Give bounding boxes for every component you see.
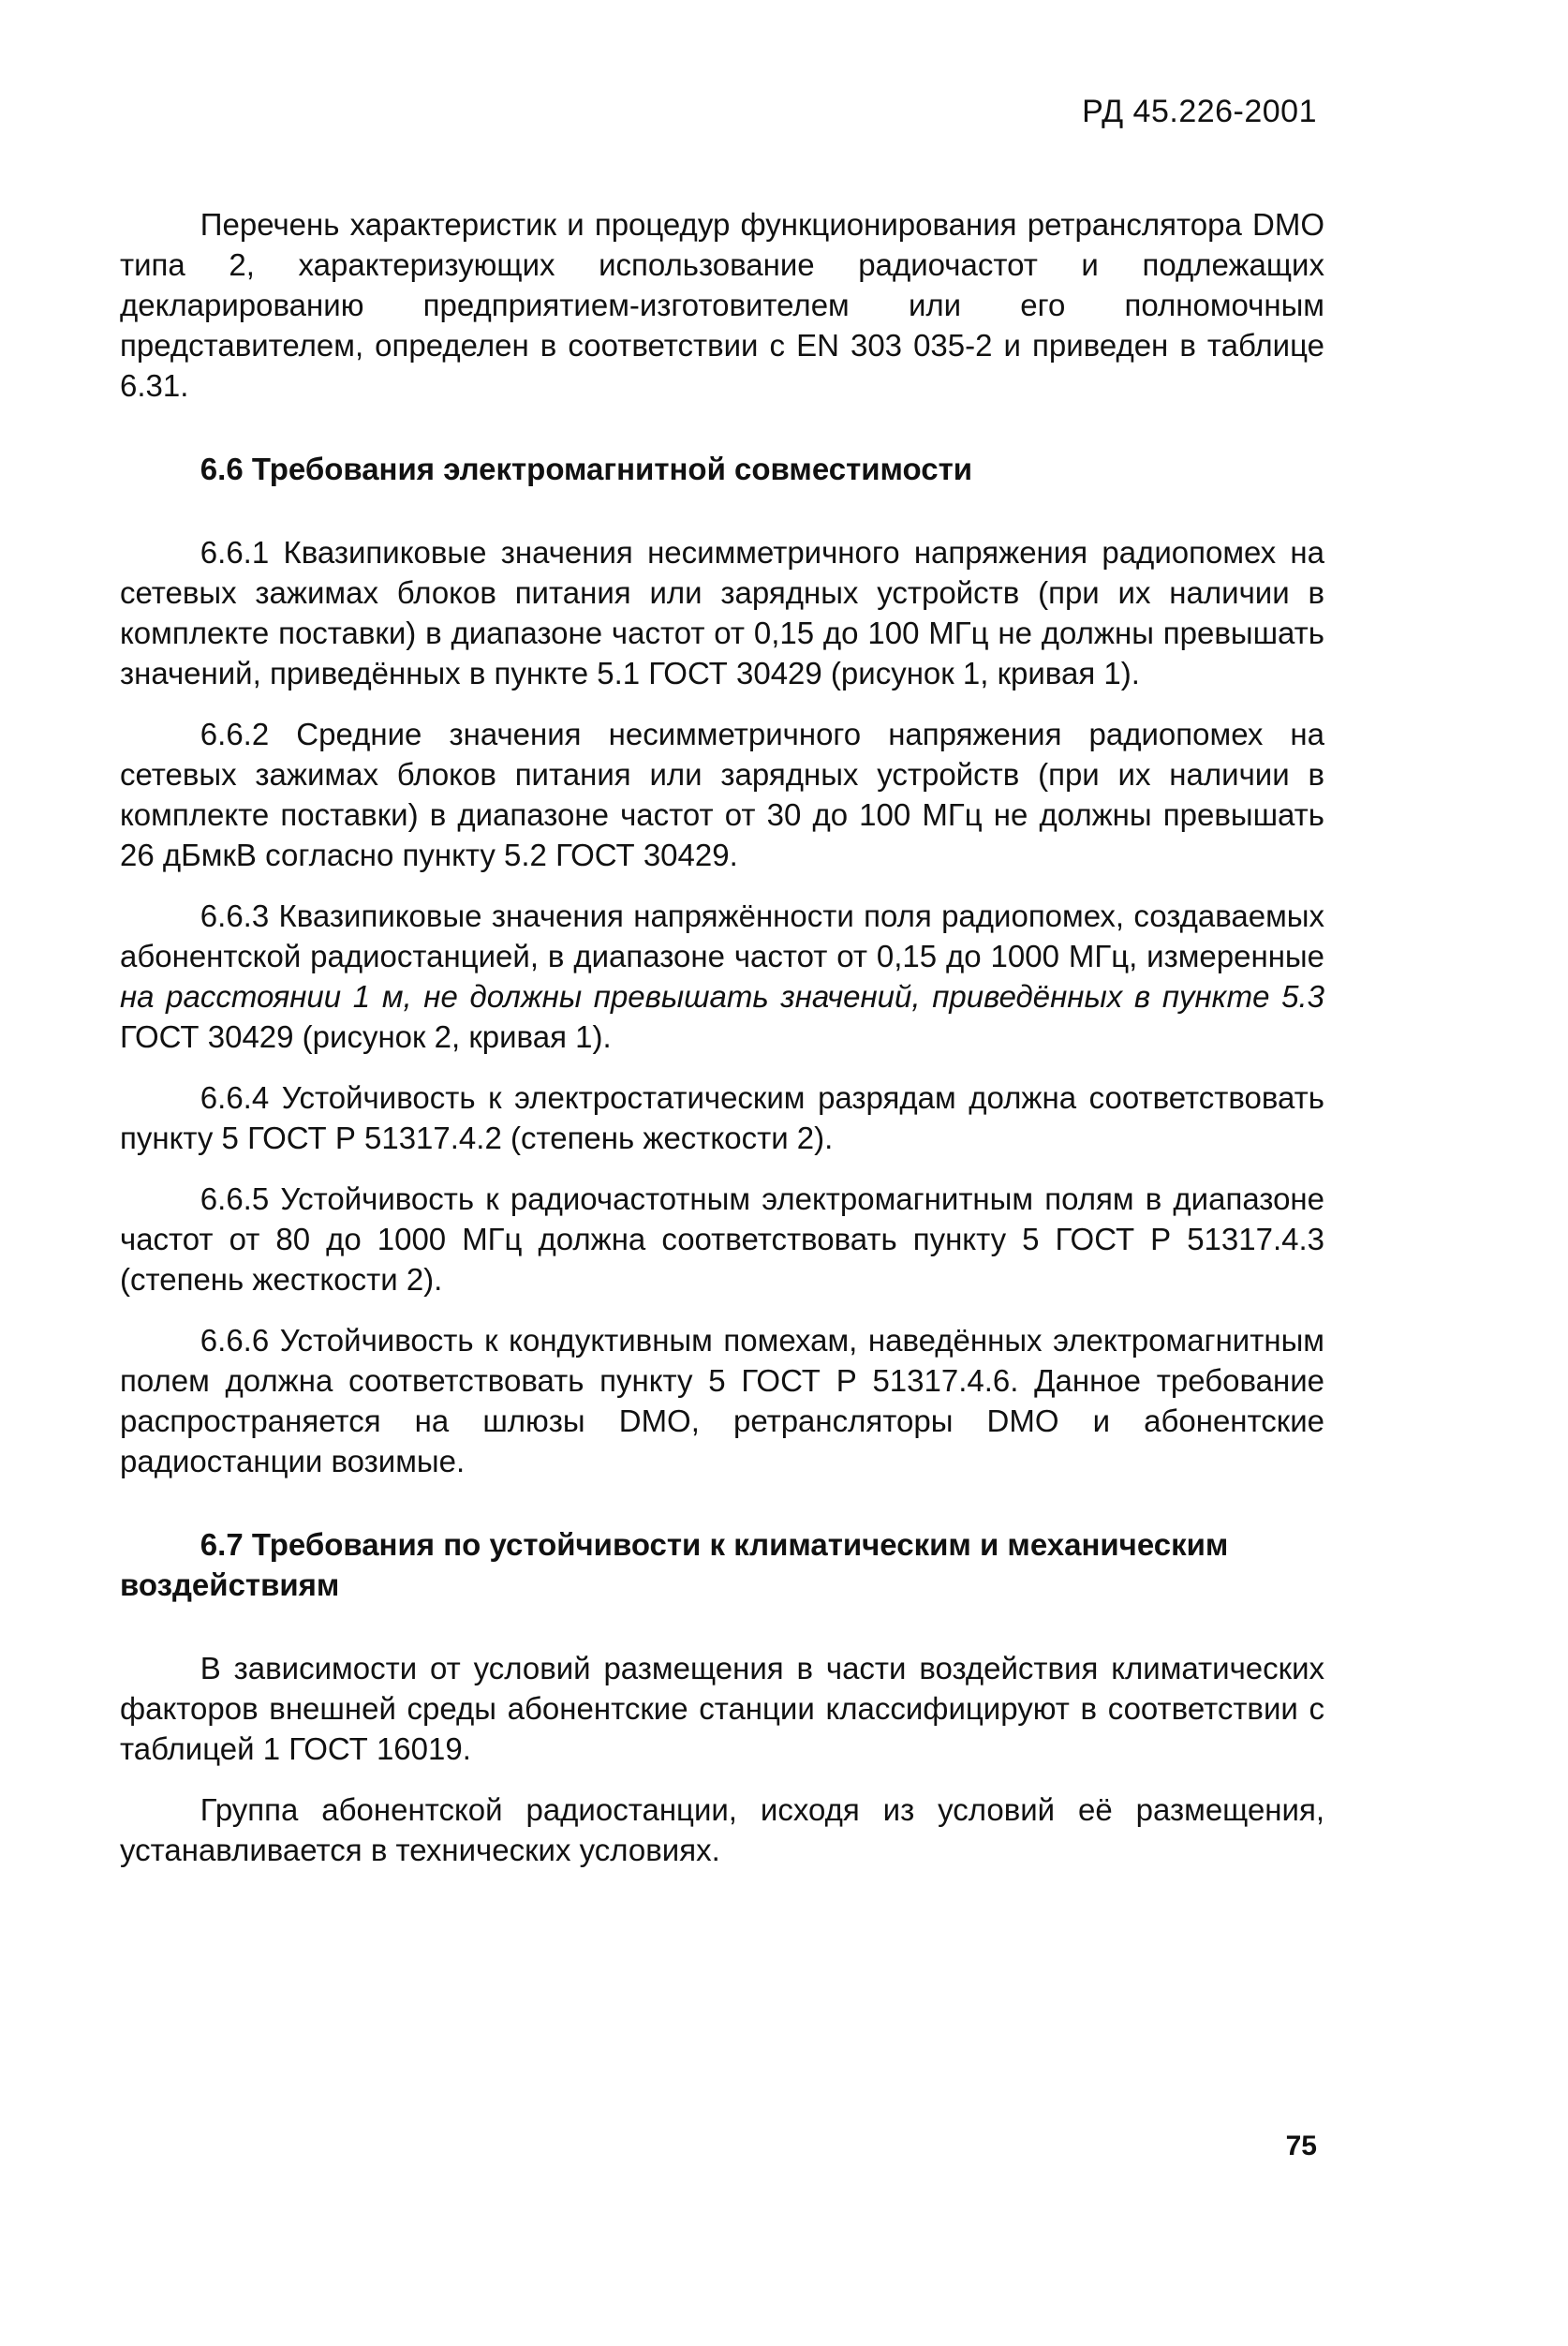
document-id: РД 45.226-2001 [1082, 94, 1317, 129]
paragraph-6-6-5: 6.6.5 Устойчивость к радиочастотным электромагнитным полям в диапазоне частот от 80 до 1000 МГц должна соответствовать пункту 5 ГОСТ Р 51317.4.3 (степень жесткости 2). [120, 1181, 1324, 1297]
paragraph-6-7-climate: В зависимости от условий размещения в части воздействия климатических факторов внешней среды абонентские станции классифицируют в соответствии с таблицей 1 ГОСТ 16019. [120, 1651, 1324, 1766]
document-body [120, 204, 1324, 1870]
section-6-6-heading: 6.6 Требования электромагнитной совместимости [200, 452, 973, 486]
paragraph-6-6-4: 6.6.4 Устойчивость к электростатическим разрядам должна соответствовать пункту 5 ГОСТ Р 51317.4.2 (степень жесткости 2). [120, 1080, 1324, 1155]
paragraph-6-6-3-part-a: 6.6.3 Квазипиковые значения напряжённости поля радиопомех, создаваемых абонентской радиостанцией, в диапазоне частот от 0,15 до 1000 МГц, измеренные [120, 898, 1324, 973]
intro-paragraph: Перечень характеристик и процедур функционирования ретранслятора DMO типа 2, характеризующих использование радиочастот и подлежащих декларированию предприятием-изготовителем или его полномочным представителем, определен в соответствии с EN 303 035-2 и приведен в таблице 6.31. [120, 207, 1324, 403]
paragraph-6-6-3-part-c: ГОСТ 30429 (рисунок 2, кривая 1). [120, 1019, 612, 1054]
section-6-7-heading: 6.7 Требования по устойчивости к климатическим и механическим воздействиям [120, 1527, 1229, 1602]
page-number: 75 [1285, 2131, 1317, 2161]
paragraph-6-6-1: 6.6.1 Квазипиковые значения несимметричного напряжения радиопомех на сетевых зажимах блоков питания или зарядных устройств (при их наличии в комплекте поставки) в диапазоне частот от 0,15 до 100 МГц не должны превышать значений, приведённых в пункте 5.1 ГОСТ 30429 (рисунок 1, кривая 1). [120, 535, 1324, 690]
paragraph-6-6-6: 6.6.6 Устойчивость к кондуктивным помехам, наведённых электромагнитным полем должна соответствовать пункту 5 ГОСТ Р 51317.4.6. Данное требование распространяется на шлюзы DMO, ретрансляторы DMO и абонентские радиостанции возимые. [120, 1323, 1324, 1478]
paragraph-6-6-3-part-b: на расстоянии 1 м, не должны превышать значений, приведённых в пункте 5.3 [120, 979, 1324, 1014]
paragraph-6-7-group: Группа абонентской радиостанции, исходя из условий её размещения, устанавливается в технических условиях. [120, 1792, 1324, 1867]
paragraph-6-6-3 [120, 896, 1324, 1057]
paragraph-6-6-2: 6.6.2 Средние значения несимметричного напряжения радиопомех на сетевых зажимах блоков питания или зарядных устройств (при их наличии в комплекте поставки) в диапазоне частот от 30 до 100 МГц не должны превышать 26 дБмкВ согласно пункту 5.2 ГОСТ 30429. [120, 717, 1324, 872]
